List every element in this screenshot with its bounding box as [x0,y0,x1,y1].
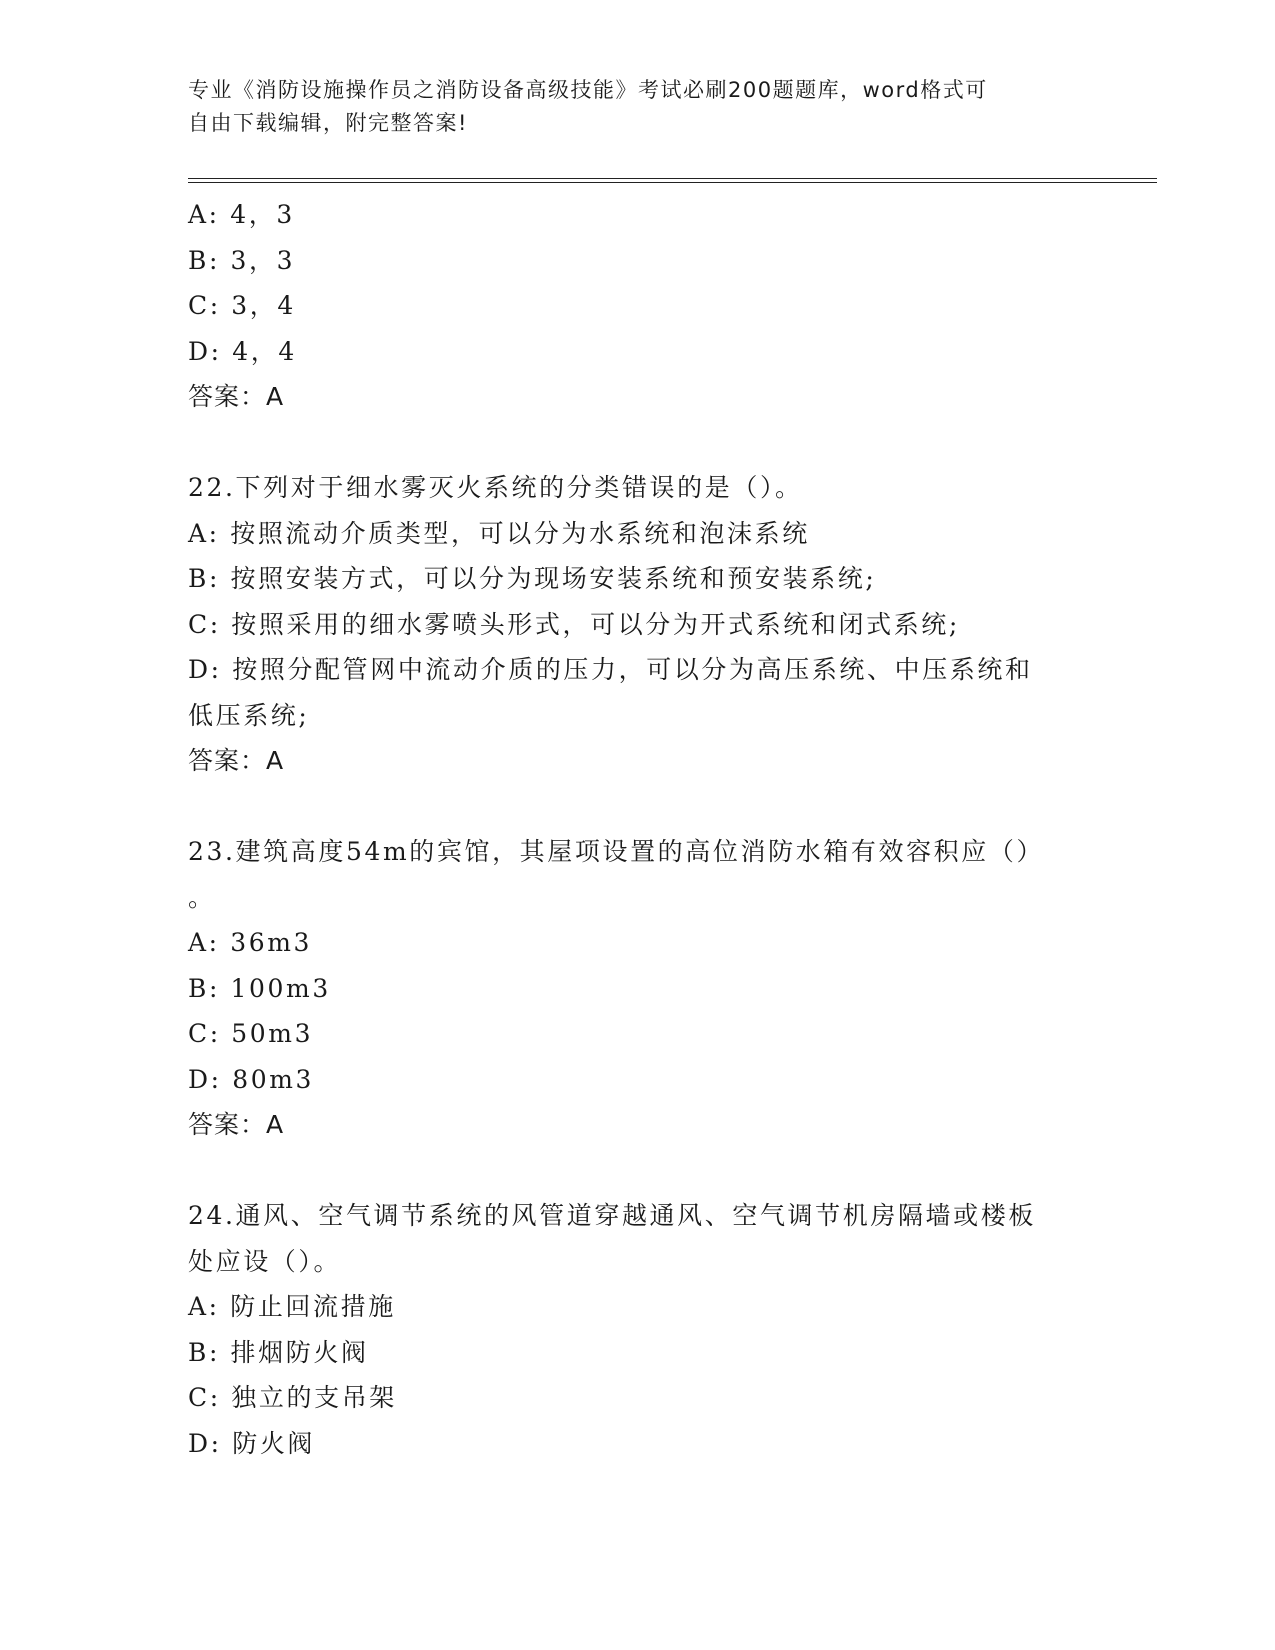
option-d-continued: 低压系统; [188,700,310,730]
answer-line: 答案：A [188,1110,285,1139]
header-divider-bottom [188,182,1157,183]
question-text: 22.下列对于细水雾灭火系统的分类错误的是（）。 [188,473,803,502]
option-b: B: 排烟防火阀 [188,1337,369,1367]
option-b: B: 按照安装方式，可以分为现场安装系统和预安装系统; [188,564,877,593]
answer-line: 答案：A [188,746,285,775]
question-22 [188,465,1088,784]
option-d: D: 80m3 [188,1064,315,1094]
option-a: A: 防止回流措施 [188,1292,396,1321]
option-d: D: 防火阀 [188,1428,316,1458]
question-text-continued: 处应设（）。 [188,1246,342,1276]
option-c: C: 按照采用的细水雾喷头形式，可以分为开式系统和闭式系统; [188,609,960,639]
option-b: B: 100m3 [188,973,331,1003]
option-c: C: 3，4 [188,291,296,320]
header-line-2: 自由下载编辑，附完整答案! [188,111,468,135]
option-a: A: 4，3 [188,200,295,229]
option-d: D: 4，4 [188,336,297,366]
question-24 [188,1193,1088,1466]
document-header [188,74,1068,140]
option-a: A: 按照流动介质类型，可以分为水系统和泡沫系统 [188,518,810,548]
spacer [188,1148,1088,1194]
question-content [188,192,1088,1466]
question-text: 24.通风、空气调节系统的风管道穿越通风、空气调节机房隔墙或楼板 [188,1201,1036,1230]
header-divider-top [188,178,1157,179]
question-text-continued: 。 [188,882,216,912]
option-c: C: 50m3 [188,1019,314,1048]
option-b: B: 3，3 [188,245,296,275]
option-c: C: 独立的支吊架 [188,1383,397,1412]
spacer [188,784,1088,830]
answer-line: 答案：A [188,382,285,411]
option-a: A: 36m3 [188,928,313,957]
option-d: D: 按照分配管网中流动介质的压力，可以分为高压系统、中压系统和 [188,655,1033,684]
question-text: 23.建筑高度54m的宾馆，其屋项设置的高位消防水箱有效容积应（） [188,837,1045,866]
header-line-1: 专业《消防设施操作员之消防设备高级技能》考试必刷200题题库，word格式可 [188,78,988,102]
question-21 [188,192,1088,420]
question-23 [188,829,1088,1148]
spacer [188,420,1088,466]
